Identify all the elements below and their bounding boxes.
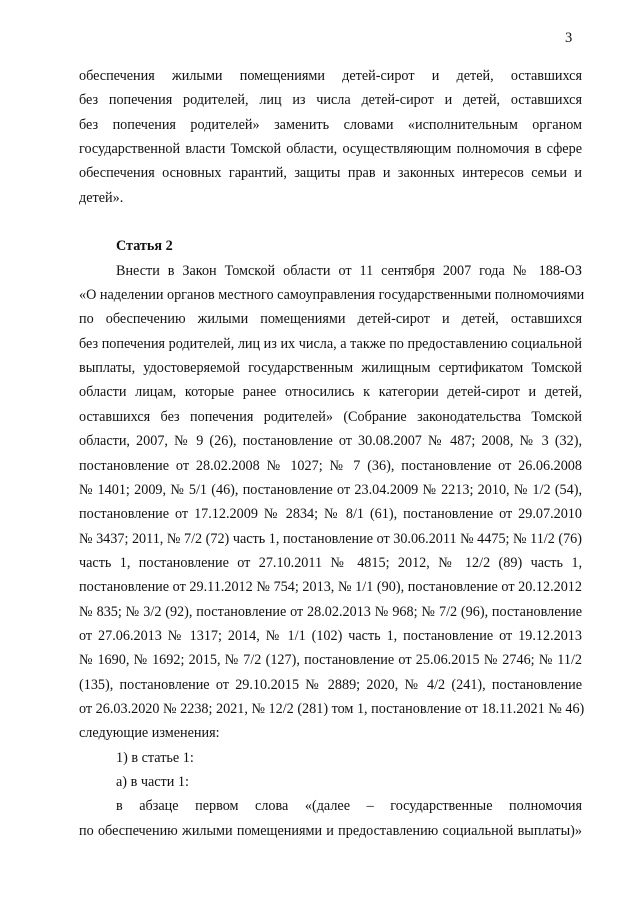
text-line: № 835; № 3/2 (92), постановление от 28.02.2013 № 968; № 7/2 (96), постановление (79, 603, 582, 620)
text-line: постановление от 28.02.2008 № 1027; № 7 (36), постановление от 26.06.2008 (79, 457, 582, 474)
paragraph-continuation (79, 64, 582, 210)
article-paragraph (79, 259, 585, 746)
text-line: часть 1, постановление от 27.10.2011 № 4815; 2012, № 12/2 (89) часть 1, (79, 554, 582, 571)
text-line: следующие изменения: (79, 725, 220, 742)
text-line: детей». (79, 189, 124, 206)
text-line: области лицам, которые ранее относились к категории детей-сирот и детей, (79, 384, 582, 401)
text-line: без попечения родителей» заменить словами «исполнительным органом (79, 116, 582, 133)
text-line: оставшихся без попечения родителей» (Собрание законодательства Томской (79, 408, 582, 425)
text-line: обеспечения основных гарантий, защиты прав и законных интересов семьи и (79, 165, 582, 182)
text-line: постановление от 29.11.2012 № 754; 2013, № 1/1 (90), постановление от 20.12.2012 (79, 579, 582, 596)
text-line: области, 2007, № 9 (26), постановление от 30.08.2007 № 487; 2008, № 3 (32), (79, 433, 582, 450)
text-line: от 26.03.2020 № 2238; 2021, № 12/2 (281) том 1, постановление от 18.11.2021 № 46) (79, 700, 585, 717)
page-number: 3 (565, 30, 573, 46)
text-line: без попечения родителей, лиц из числа детей-сирот и детей, оставшихся (79, 92, 582, 109)
text-line: постановление от 17.12.2009 № 2834; № 8/1 (61), постановление от 29.07.2010 (79, 506, 582, 523)
text-line: «О наделении органов местного самоуправления государственными полномочиями (79, 287, 585, 304)
text-line: по обеспечению жилыми помещениями и предоставлению социальной выплаты)» (79, 822, 582, 839)
text-line: выплаты, удостоверяемой государственным жилищным сертификатом Томской (79, 360, 582, 377)
text-line: в абзаце первом слова «(далее – государственные полномочия (116, 798, 582, 815)
text-line: Внести в Закон Томской области от 11 сентября 2007 года № 188-ОЗ (116, 262, 582, 279)
clause-paragraph (79, 794, 582, 843)
text-line: № 1401; 2009, № 5/1 (46), постановление от 23.04.2009 № 2213; 2010, № 1/2 (54), (79, 481, 582, 498)
text-line: без попечения родителей, лиц из их числа, а также по предоставлению социальной (79, 335, 582, 352)
text-line: от 27.06.2013 № 1317; 2014, № 1/1 (102) часть 1, постановление от 19.12.2013 (79, 627, 582, 644)
text-line: государственной власти Томской области, осуществляющим полномочия в сфере (79, 141, 582, 158)
text-line: по обеспечению жилыми помещениями детей-сирот и детей, оставшихся (79, 311, 582, 328)
text-line: № 1690, № 1692; 2015, № 7/2 (127), постановление от 25.06.2015 № 2746; № 11/2 (79, 652, 582, 669)
list-item-1: 1) в статье 1: (116, 749, 194, 766)
text-line: № 3437; 2011, № 7/2 (72) часть 1, постановление от 30.06.2011 № 4475; № 11/2 (76) (79, 530, 583, 547)
document-body (79, 64, 585, 843)
list-item-1a: а) в части 1: (116, 773, 189, 790)
text-line: (135), постановление от 29.10.2015 № 2889; 2020, № 4/2 (241), постановление (79, 676, 582, 693)
spacer (79, 210, 582, 234)
text-line: обеспечения жилыми помещениями детей-сирот и детей, оставшихся (79, 68, 582, 84)
article-heading: Статья 2 (116, 238, 173, 255)
